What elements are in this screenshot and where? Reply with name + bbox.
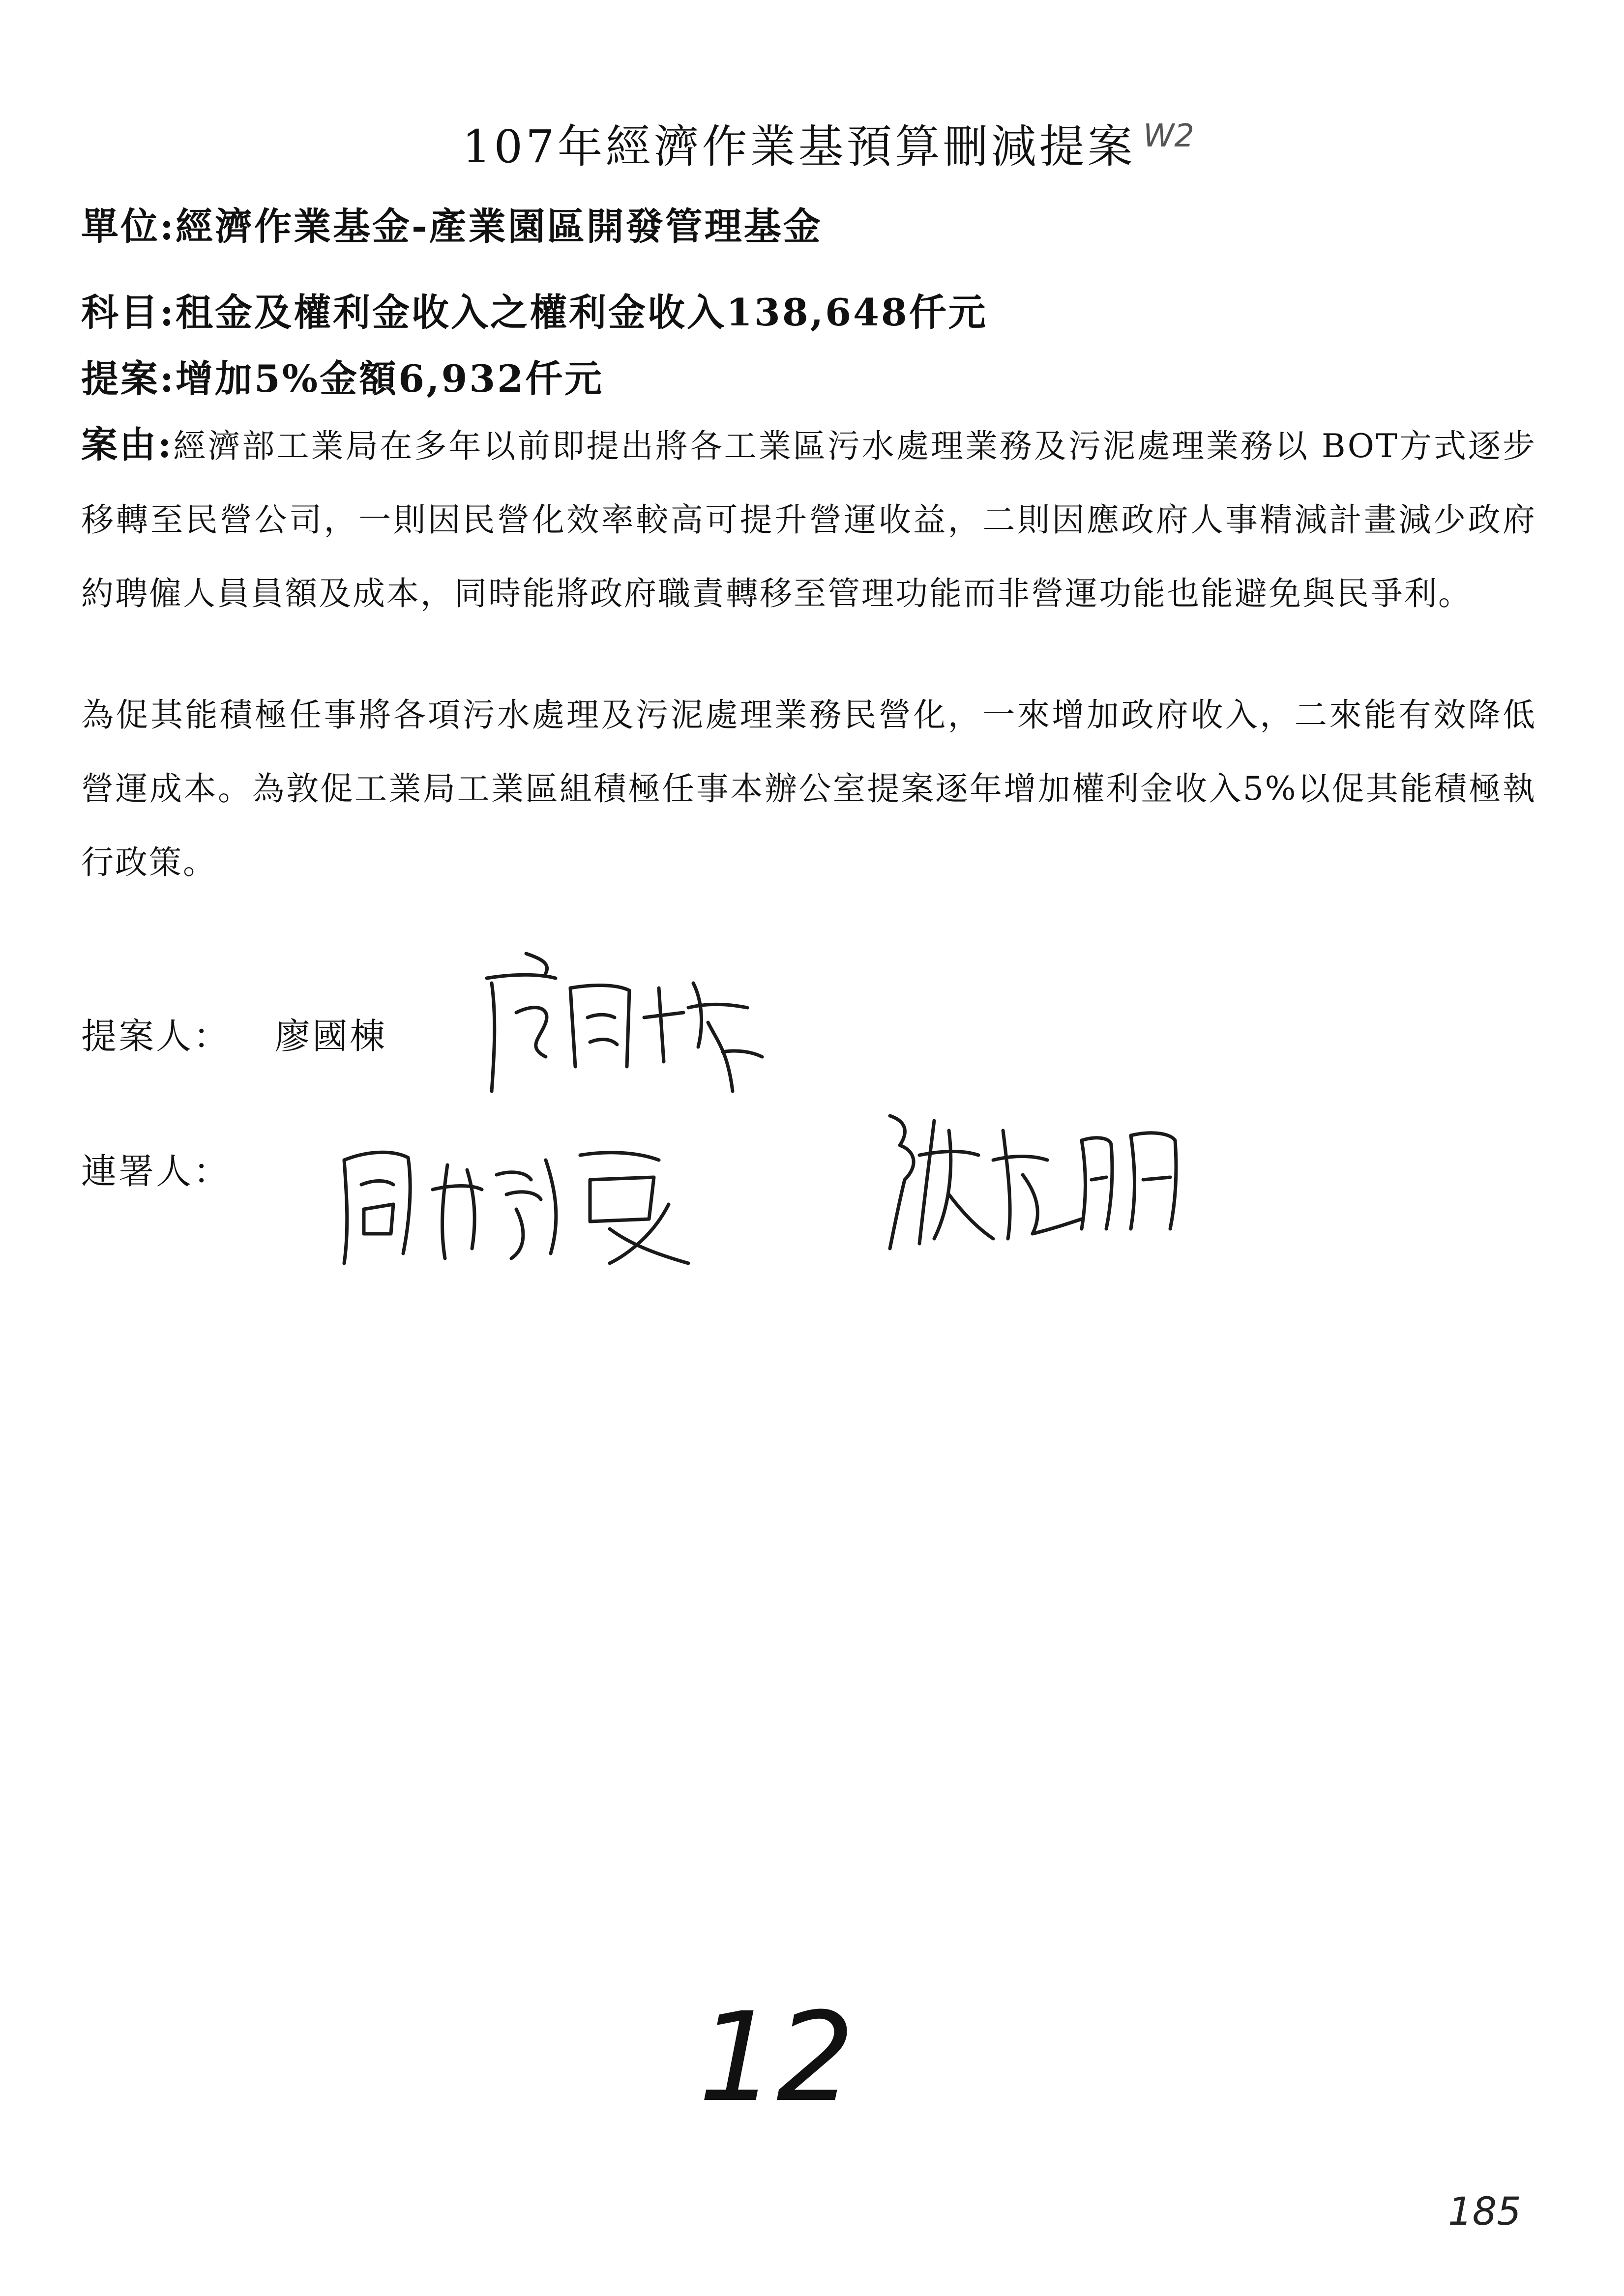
unit-line: 單位:經濟作業基金-產業園區開發管理基金 — [81, 204, 823, 248]
document-title: 107年經濟作業基預算刪減提案 — [462, 120, 1136, 173]
proposer-row — [81, 1008, 387, 1059]
page-number: 185 — [1448, 2190, 1521, 2234]
handwritten-number: 12 — [698, 1986, 855, 2129]
proposer-signature — [472, 944, 777, 1106]
proposer-label: 提案人： — [81, 1016, 231, 1057]
reason-paragraph — [81, 408, 1536, 631]
cosigner-signature-2 — [875, 1101, 1219, 1258]
reason-text: 經濟部工業局在多年以前即提出將各工業區污水處理業務及污泥處理業務以 BOT方式逐步移轉至民營公司，一則因民營化效率較高可提升營運收益，二則因應政府人事精減計畫減少政府約聘僱人員員額及成本，同時能將政府職責轉移至管理功能而非營運功能也能避免與民爭利。 — [81, 427, 1536, 612]
reason-label: 案由: — [81, 424, 173, 466]
cosigner-label: 連署人： — [81, 1151, 231, 1192]
cosigner-row — [81, 1143, 231, 1194]
proposer-name: 廖國棟 — [275, 1016, 387, 1057]
proposal-line: 提案:增加5%金額6,932仟元 — [81, 357, 604, 401]
reason-paragraph-2: 為促其能積極任事將各項污水處理及污泥處理業務民營化，一來增加政府收入，二來能有效降低營運成本。為敦促工業局工業區組積極任事本辦公室提案逐年增加權利金收入5%以促其能積極執行政策。 — [81, 696, 1536, 881]
title-handwritten-annotation: W2 — [1143, 118, 1194, 154]
cosigner-signature-1 — [334, 1131, 728, 1278]
subject-line: 科目:租金及權利金收入之權利金收入138,648仟元 — [81, 291, 988, 334]
